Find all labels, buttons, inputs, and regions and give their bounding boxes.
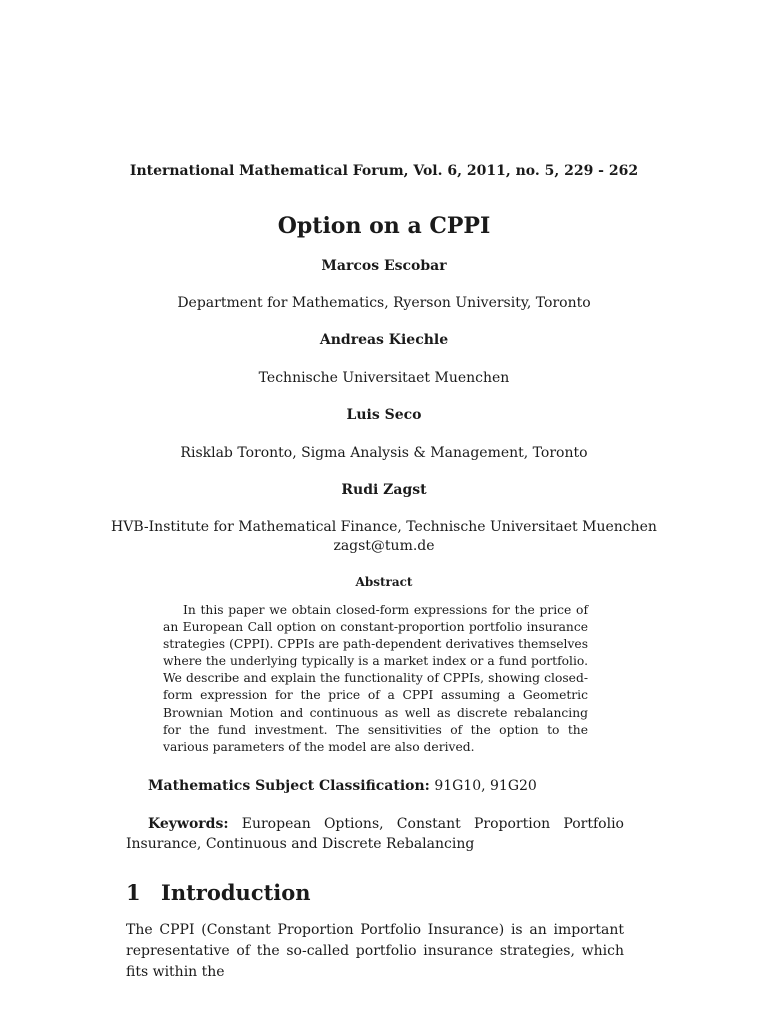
author-affiliation-1: Department for Mathematics, Ryerson University, Toronto bbox=[177, 295, 591, 311]
author-affiliation-4: HVB-Institute for Mathematical Finance, Technische Universitaet Muenchen bbox=[111, 519, 657, 535]
author-name-3: Luis Seco bbox=[346, 407, 422, 423]
keywords-line bbox=[126, 815, 624, 854]
author-name-2: Andreas Kiechle bbox=[319, 332, 449, 348]
author-email: zagst@tum.de bbox=[333, 538, 435, 554]
msc-value: 91G10, 91G20 bbox=[434, 778, 537, 794]
author-name-1: Marcos Escobar bbox=[321, 258, 447, 274]
section-title: Introduction bbox=[161, 880, 311, 905]
section-number: 1 bbox=[126, 880, 141, 905]
msc-label: Mathematics Subject Classification: bbox=[148, 778, 430, 794]
journal-citation: International Mathematical Forum, Vol. 6, 2011, no. 5, 229 - 262 bbox=[129, 163, 639, 179]
abstract-text: In this paper we obtain closed-form expressions for the price of an European Call option on constant-proportion portfolio insurance strategies (CPPI). CPPIs are path-dependent derivatives themselves where the underlying typically is a market index or a fund portfolio. We describe and explain the functionality of CPPIs, showing closed-form expression for the price of a CPPI assuming a Geometric Brownian Motion and continuous as well as discrete rebalancing for the fund investment. The sensitivities of the option to the various parameters of the model are also derived. bbox=[163, 603, 588, 754]
paper-title: Option on a CPPI bbox=[277, 213, 491, 239]
keywords-label: Keywords: bbox=[148, 816, 229, 832]
introduction-text: The CPPI (Constant Proportion Portfolio Insurance) is an important representative of the so-called portfolio insurance strategies, which fits within the bbox=[126, 922, 624, 980]
author-name-4: Rudi Zagst bbox=[341, 482, 427, 498]
msc-line bbox=[148, 778, 537, 794]
author-affiliation-3: Risklab Toronto, Sigma Analysis & Management, Toronto bbox=[180, 445, 588, 461]
author-affiliation-2: Technische Universitaet Muenchen bbox=[258, 370, 510, 386]
abstract-heading: Abstract bbox=[355, 575, 413, 589]
keywords-value: European Options, Constant Proportion Portfolio Insurance, Continuous and Discrete Rebalancing bbox=[126, 816, 624, 852]
